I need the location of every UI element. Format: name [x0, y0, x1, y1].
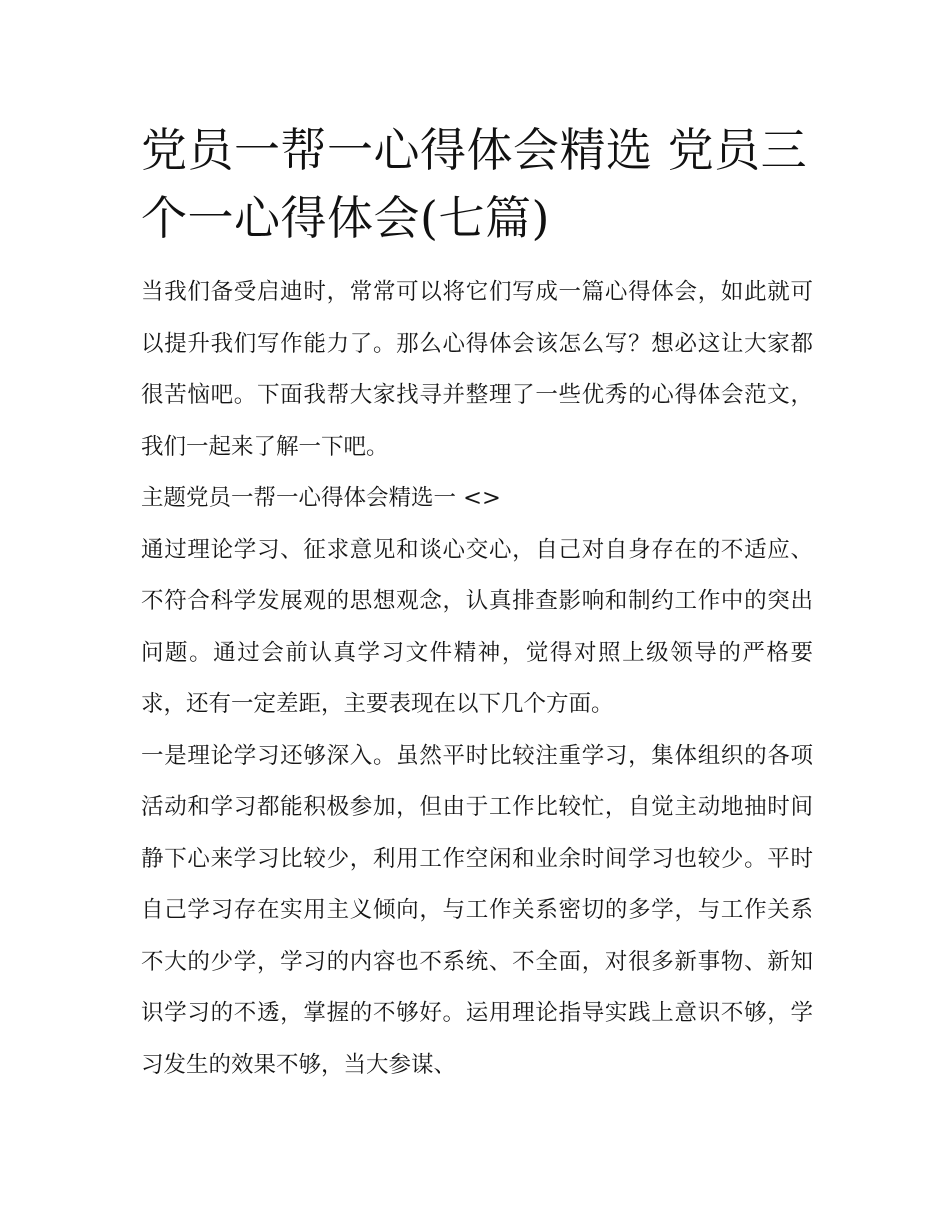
document-body: [141, 116, 813, 1091]
intro-paragraph: 当我们备受启迪时，常常可以将它们写成一篇心得体会，如此就可以提升我们写作能力了。那么心得体会该怎么写？想必这让大家都很苦恼吧。下面我帮大家找寻并整理了一些优秀的心得体会范文，我们一起来了解一下吧。: [141, 279, 813, 460]
body-paragraph-1: 通过理论学习、征求意见和谈心交心，自己对自身存在的不适应、不符合科学发展观的思想观念，认真排查影响和制约工作中的突出问题。通过会前认真学习文件精神，觉得对照上级领导的严格要求，还有一定差距，主要表现在以下几个方面。: [141, 536, 813, 717]
document-title: 党员一帮一心得体会精选 党员三个一心得体会(七篇): [141, 123, 808, 245]
section-heading: 主题党员一帮一心得体会精选一 <>: [141, 485, 501, 511]
body-paragraph-2: 一是理论学习还够深入。虽然平时比较注重学习，集体组织的各项活动和学习都能积极参加，但由于工作比较忙，自觉主动地抽时间静下心来学习比较少，利用工作空闲和业余时间学习也较少。平时自己学习存在实用主义倾向，与工作关系密切的多学，与工作关系不大的少学，学习的内容也不系统、不全面，对很多新事物、新知识学习的不透，掌握的不够好。运用理论指导实践上意识不够，学习发生的效果不够，当大参谋、: [141, 742, 813, 1078]
